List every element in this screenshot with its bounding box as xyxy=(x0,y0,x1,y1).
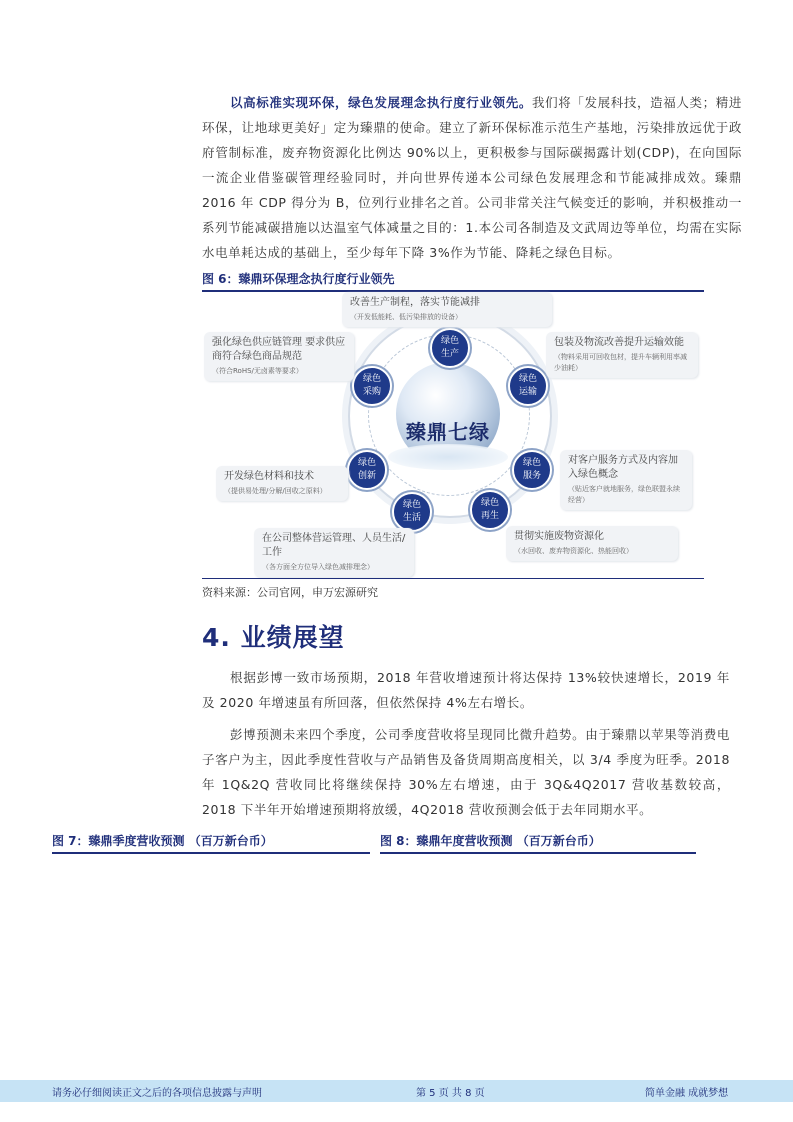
node-green-life: 绿色生活 xyxy=(392,492,432,532)
section-heading: 4. 业绩展望 xyxy=(202,623,345,652)
intro-lead: 以高标准实现环保，绿色发展理念执行度行业领先。 xyxy=(230,95,532,110)
figure-7-title: 图 7：臻鼎季度营收预测 （百万新台币） xyxy=(52,832,370,854)
footer-disclaimer: 请务必仔细阅读正文之后的各项信息披露与声明 xyxy=(52,1088,262,1099)
node-green-procurement: 绿色采购 xyxy=(352,366,392,406)
node-green-recycle: 绿色再生 xyxy=(470,490,510,530)
callout-service: 对客户服务方式及内容加入绿色概念 （贴近客户就地服务，绿色联盟永续经营） xyxy=(560,450,692,510)
callout-life: 在公司整体营运管理、人员生活/工作 （各方面全方位导入绿色减排理念） xyxy=(254,528,414,577)
diagram-center-label: 臻鼎七绿 xyxy=(406,420,490,444)
callout-recycle: 贯彻实施废物资源化 （水回收、废弃物资源化、热能回收） xyxy=(506,526,678,561)
water-splash-icon xyxy=(388,444,508,470)
figure-6-bottom-rule xyxy=(202,578,704,579)
node-green-transport: 绿色运输 xyxy=(508,366,548,406)
callout-procurement: 强化绿色供应链管理 要求供应商符合绿色商品规范 （符合RoHS/无卤素等要求） xyxy=(204,332,354,381)
footer-slogan: 简单金融 成就梦想 xyxy=(645,1088,729,1099)
figure-6-title: 图 6：臻鼎环保理念执行度行业领先 xyxy=(202,270,704,292)
figure-6-source: 资料来源：公司官网，申万宏源研究 xyxy=(202,586,378,599)
node-green-innovation: 绿色创新 xyxy=(347,450,387,490)
green-concept-diagram xyxy=(200,288,706,578)
node-green-service: 绿色服务 xyxy=(512,450,552,490)
callout-innovation: 开发绿色材料和技术 （提供易处理/分解/回收之原料） xyxy=(216,466,348,501)
intro-paragraph xyxy=(202,90,742,265)
page-footer xyxy=(0,1080,793,1102)
node-green-production: 绿色生产 xyxy=(430,328,470,368)
callout-production: 改善生产制程，落实节能减排 （开发低能耗、低污染排放的设备） xyxy=(342,292,552,327)
outlook-paragraph-2: 彭博预测未来四个季度，公司季度营收将呈现同比微升趋势。由于臻鼎以苹果等消费电子客户为主，因此季度性营收与产品销售及备货周期高度相关，以 3/4 季度为旺季。2018 年 1Q&2Q 营收同比将继续保持 30%左右增速，由于 3Q&4Q2017 营收基数较高，2018 下半年开始增速预期将放缓，4Q2018 营收预测会低于去年同期水平。 xyxy=(202,727,730,817)
callout-transport: 包装及物流改善提升运输效能 （物料采用可回收包材，提升车辆利用率减少油耗） xyxy=(546,332,698,378)
footer-page-number: 第 5 页 共 8 页 xyxy=(416,1088,485,1099)
outlook-paragraph-1: 根据彭博一致市场预期，2018 年营收增速预计将达保持 13%较快速增长，2019 年及 2020 年增速虽有所回落，但依然保持 4%左右增长。 xyxy=(202,670,730,710)
figure-8-title: 图 8：臻鼎年度营收预测 （百万新台币） xyxy=(380,832,696,854)
intro-body: 我们将「发展科技，造福人类；精进环保，让地球更美好」定为臻鼎的使命。建立了新环保标准示范生产基地，污染排放远优于政府管制标准，废弃物资源化比例达 90%以上，更积极参与国际碳揭露计划(CDP)，在向国际一流企业借鉴碳管理经验同时，并向世界传递本公司绿色发展理念和节能减排成效。臻鼎 2016 年 CDP 得分为 B，位列行业排名之首。公司非常关注气候变迁的影响，并积极推动一系列节能减碳措施以达温室气体减量之目的：1.本公司各制造及文武周边等单位，均需在实际水电单耗达成的基础上，至少每年下降 3%作为节能、降耗之绿色目标。 xyxy=(202,95,742,260)
